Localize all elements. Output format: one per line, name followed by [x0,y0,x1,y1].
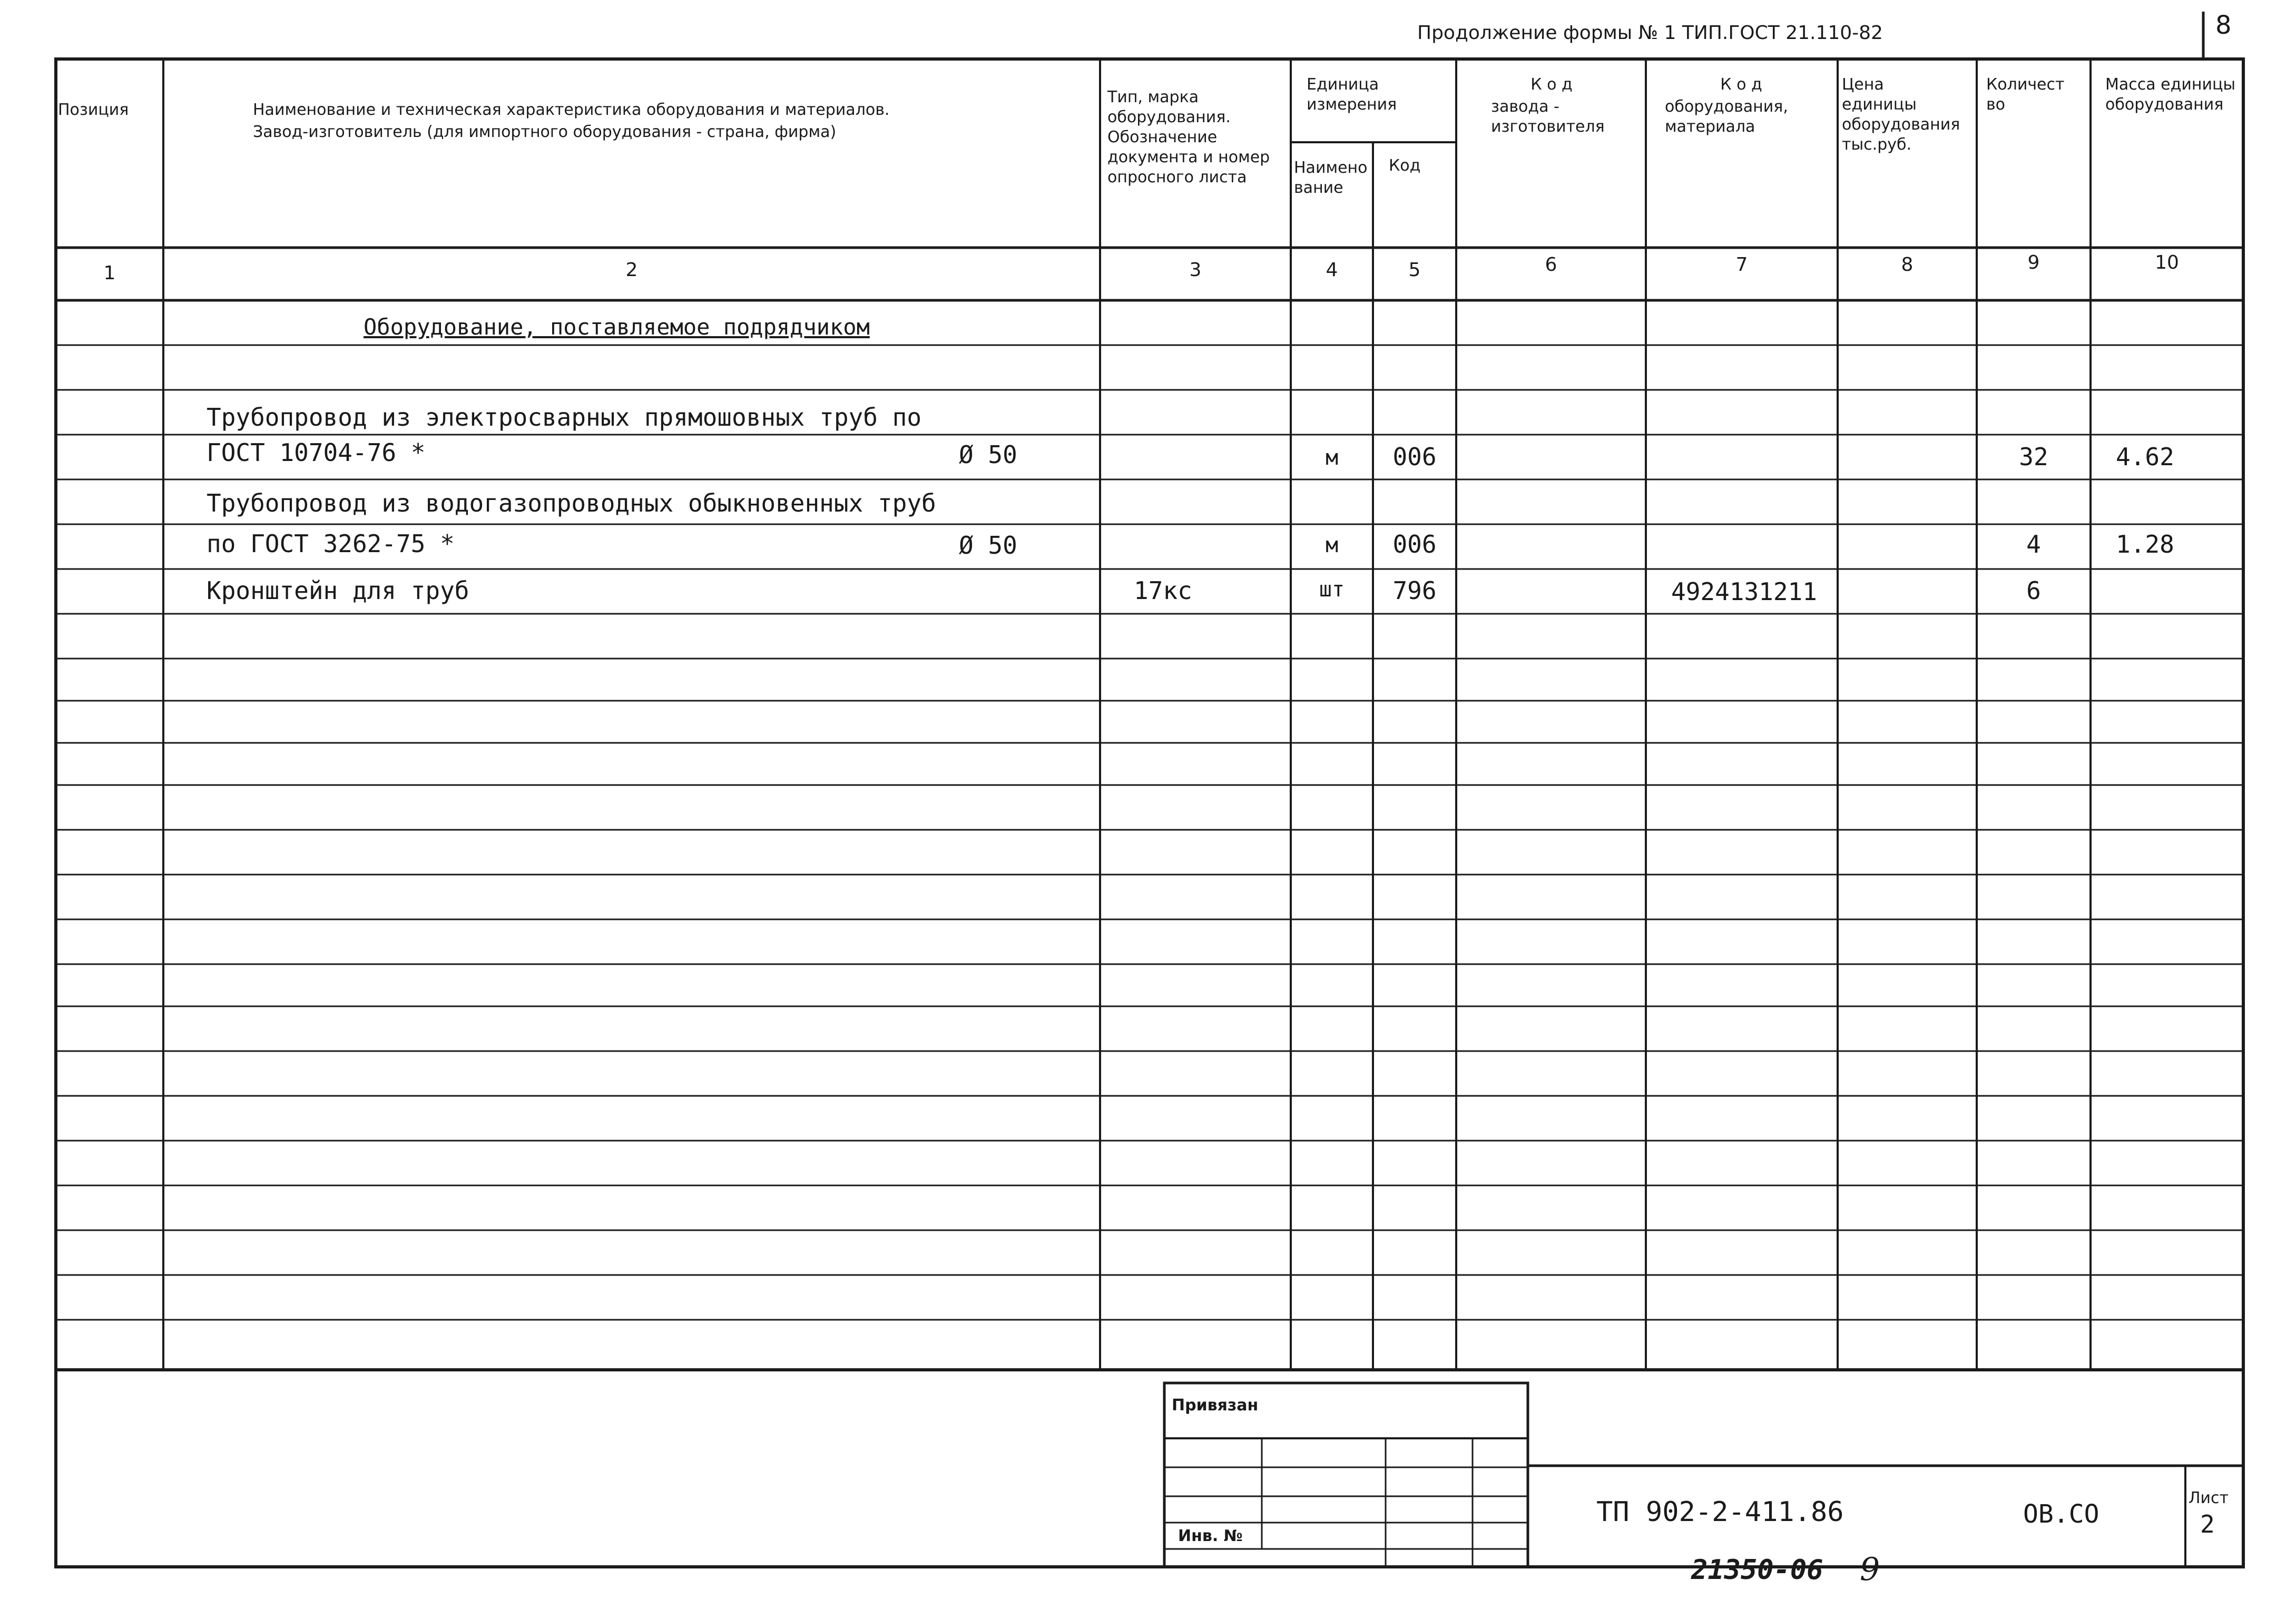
col-number-8: 8 [1901,254,1914,276]
row-4-diameter: Ø 50 [959,531,1017,560]
row-5-quantity: 6 [2026,576,2041,605]
stamp-inventory-number: Инв. № [1178,1527,1243,1545]
header-price: Цена единицы оборудования тыс.руб. [1842,75,1960,154]
row-5-type: 17кс [1134,576,1192,605]
row-2-unit: м [1325,446,1339,470]
header-quantity: Количество [1986,75,2065,114]
row-5-unit: шт [1319,577,1345,602]
page-number: 8 [2215,11,2232,40]
row-2-code: 006 [1392,443,1437,471]
col-number-5: 5 [1408,259,1421,281]
archive-number: 21350-06 [1691,1554,1823,1586]
col-number-2: 2 [625,259,638,281]
header-unit-group: Единица измерения [1307,75,1397,114]
col-number-1: 1 [103,262,116,284]
row-4-name: по ГОСТ 3262-75 * [207,529,455,558]
col-number-10: 10 [2155,252,2179,273]
sheet-number: 2 [2200,1510,2215,1538]
col-number-9: 9 [2027,252,2040,273]
col-number-6: 6 [1545,254,1557,276]
row-4-mass: 1.28 [2116,530,2174,558]
header-equipment-code-title: К о д [1720,75,1762,94]
sheet-label: Лист [2189,1489,2229,1507]
stamp-privyazan: Привязан [1172,1396,1259,1415]
row-4-unit: м [1325,533,1339,557]
row-2-mass: 4.62 [2116,443,2174,471]
row-2-quantity: 32 [2019,443,2048,471]
row-1-name: Трубопровод из электросварных прямошовных труб по [207,403,922,431]
handwritten-number: 9 [1860,1551,1880,1588]
header-position: Позиция [58,101,129,119]
header-factory-code-title: К о д [1530,75,1573,94]
row-5-material-code: 4924131211 [1671,577,1817,606]
row-2-name: ГОСТ 10704-76 * [207,438,426,467]
row-5-code: 796 [1392,576,1437,605]
section-code: ОВ.СО [2023,1499,2099,1529]
col-number-7: 7 [1735,254,1748,276]
header-unit-code: Код [1389,156,1421,175]
row-4-quantity: 4 [2026,530,2041,558]
document-code: ТП 902-2-411.86 [1596,1496,1844,1528]
header-factory-code-sub: завода - изготовителя [1491,97,1605,136]
header-unit-name: Наименование [1294,159,1368,197]
section-title: Оборудование, поставляемое подрядчиком [364,314,870,340]
row-5-name: Кронштейн для труб [207,576,469,605]
outer-frame [56,59,2243,1567]
header-mass: Масса единицы оборудования [2105,75,2236,114]
col-number-3: 3 [1189,259,1202,281]
row-3-name: Трубопровод из водогазопроводных обыкновенных труб [207,489,936,517]
form-continuation-label: Продолжение формы № 1 ТИП.ГОСТ 21.110-82 [1417,22,1883,44]
header-name-line1: Наименование и техническая характеристика оборудования и материалов. [253,101,890,119]
header-type: Тип, марка оборудования. Обозначение документа и номер опросного листа [1107,88,1270,187]
row-2-diameter: Ø 50 [959,440,1017,469]
col-number-4: 4 [1326,259,1338,281]
header-equipment-code-sub: оборудования, материала [1665,97,1788,136]
header-name-line2: Завод-изготовитель (для импортного оборудования - страна, фирма) [253,123,837,141]
row-4-code: 006 [1392,530,1437,558]
